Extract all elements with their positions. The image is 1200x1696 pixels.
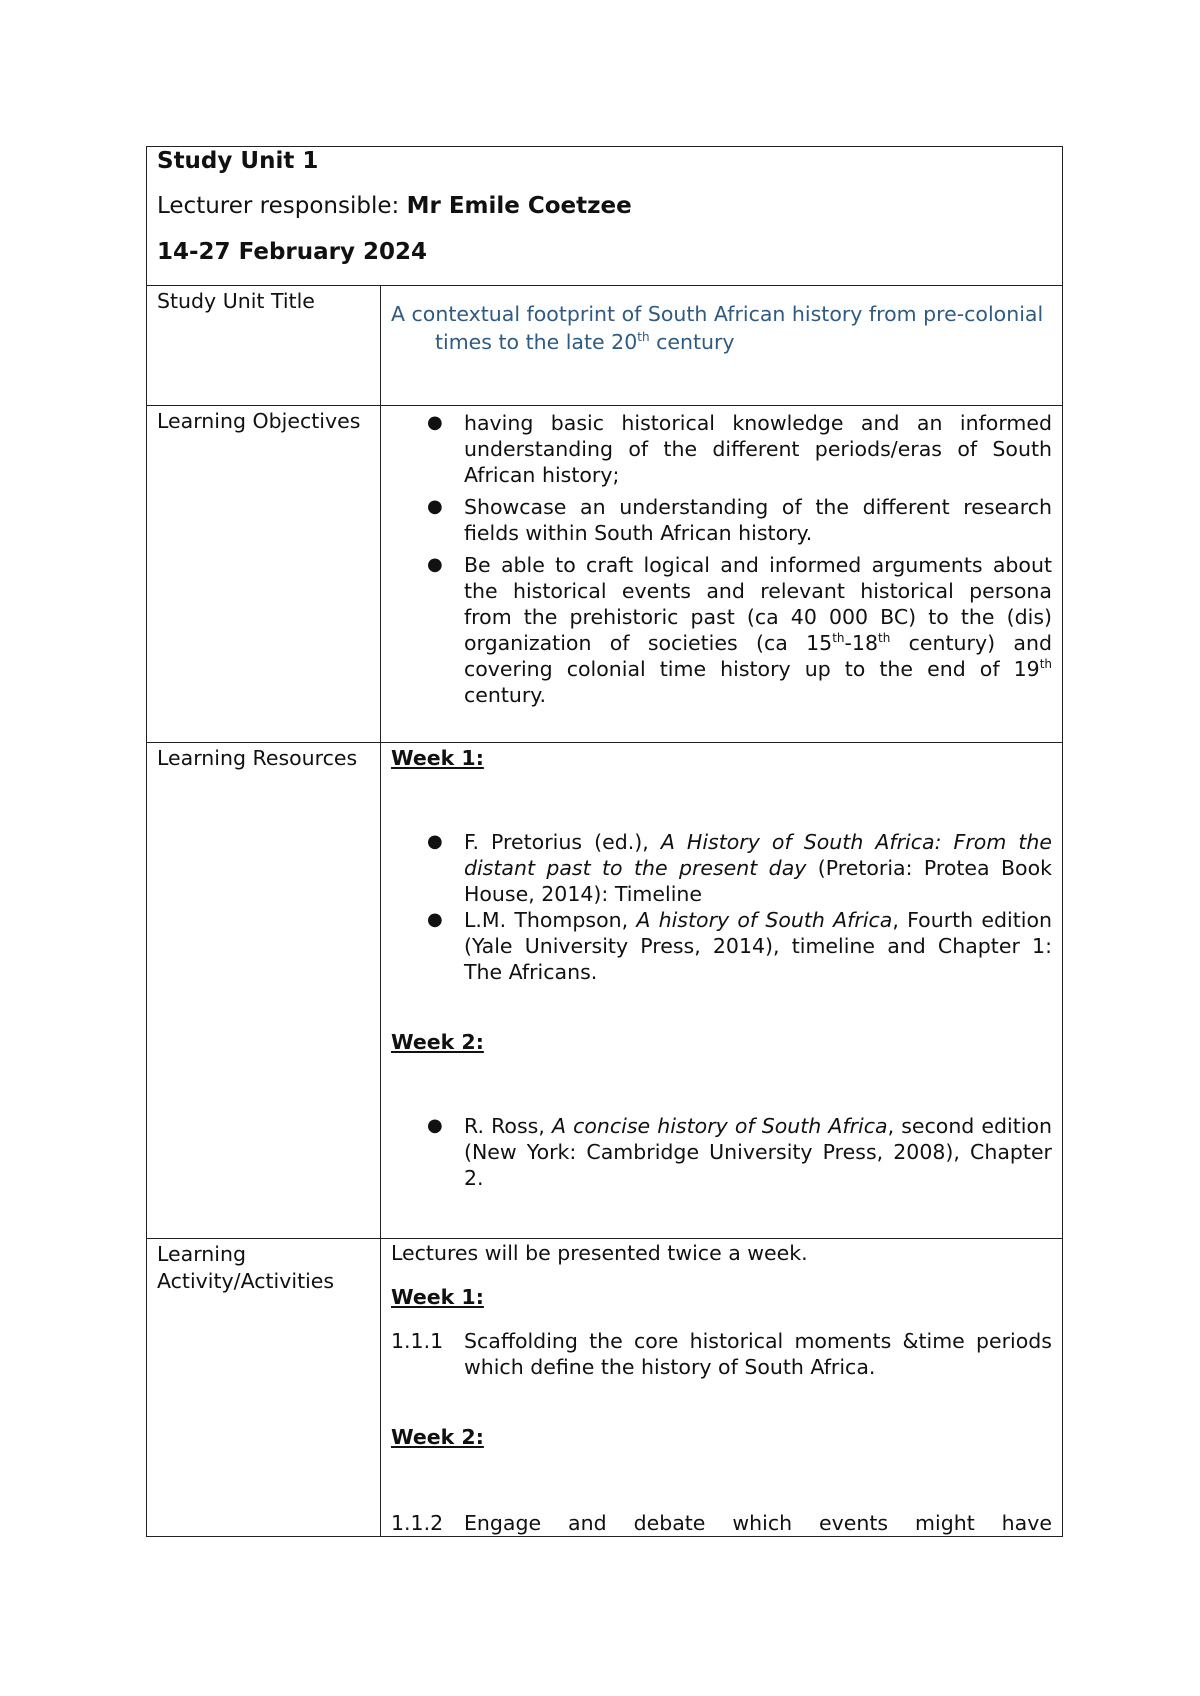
activities-intro: Lectures will be presented twice a week. [390, 1241, 808, 1265]
objective-item [391, 410, 1052, 488]
resource-title: A history of South Africa [636, 908, 893, 932]
spacer [391, 771, 1052, 823]
activity-week-2-heading: Week 2: [390, 1425, 484, 1449]
activities-row [147, 1239, 1063, 1537]
week-1-heading: Week 1: [390, 746, 484, 770]
resource-item [391, 907, 1052, 985]
date-range: 14-27 February 2024 [157, 239, 428, 265]
objectives-value-cell [380, 406, 1062, 743]
spacer [391, 1450, 1052, 1510]
resource-details: (Pretoria: Protea Book House, 2014): Timeline [463, 856, 1052, 906]
title-value-cell [380, 286, 1062, 406]
activity-item [391, 1328, 1052, 1380]
bullet-icon: ● [426, 412, 443, 433]
activities-label: Learning Activity/Activities [157, 1242, 335, 1293]
superscript: th [1039, 657, 1052, 672]
lecturer-name: Mr Emile Coetzee [406, 193, 632, 219]
resource-author: R. Ross, [463, 1114, 552, 1138]
objective-item [391, 494, 1052, 546]
activities-label-cell [147, 1239, 381, 1537]
title-label: Study Unit Title [157, 289, 315, 313]
activity-item [391, 1510, 1052, 1536]
resources-label-cell [147, 743, 381, 1239]
bullet-icon: ● [426, 496, 443, 517]
bullet-icon: ● [426, 1115, 443, 1136]
activities-value-cell [380, 1239, 1062, 1537]
study-unit-heading: Study Unit 1 [157, 148, 319, 174]
header-row [147, 147, 1063, 286]
title-row [147, 286, 1063, 406]
document-page [146, 146, 1063, 1537]
activity-week-1-heading: Week 1: [390, 1285, 484, 1309]
activity-text: Scaffolding the core historical moments &time periods which define the history of South Africa. [463, 1329, 1052, 1379]
header-cell [147, 147, 1063, 286]
title-text-end: century [649, 330, 735, 354]
bullet-icon: ● [426, 909, 443, 930]
study-unit-title [391, 300, 1052, 356]
resource-title: A concise history of South Africa [551, 1114, 888, 1138]
resource-details: , second edition (New York: Cambridge University Press, 2008), Chapter 2. [463, 1114, 1053, 1190]
spacer [391, 1055, 1052, 1107]
resource-title: A History of South Africa: From the distant past to the present day [463, 830, 1052, 880]
bullet-icon: ● [426, 831, 443, 852]
objective-text: Showcase an understanding of the different research fields within South African history. [463, 495, 1052, 545]
activity-text: Engage and debate which events might have [463, 1511, 1052, 1535]
resources-row [147, 743, 1063, 1239]
objective-text: Be able to craft logical and informed arguments about the historical events and relevant historical persona from the prehistoric past (ca 40 000 BC) to the (dis) organization of societies (ca 15 [463, 553, 1052, 655]
title-text-main: A contextual footprint of South African history from pre-colonial times to the late 20 [390, 302, 1044, 354]
objectives-label-cell [147, 406, 381, 743]
objective-text: -18 [844, 631, 878, 655]
objective-text: century) and covering colonial time history up to the end of 19 [463, 631, 1052, 681]
objective-text: century. [463, 683, 547, 707]
week-2-resources [391, 1113, 1052, 1191]
objectives-row [147, 406, 1063, 743]
week-1-resources [391, 829, 1052, 985]
resource-author: F. Pretorius (ed.), [463, 830, 661, 854]
superscript: th [878, 631, 891, 646]
title-superscript: th [637, 330, 650, 345]
spacer [391, 985, 1052, 1029]
bullet-icon: ● [426, 554, 443, 575]
resource-details: , Fourth edition (Yale University Press, 2014), timeline and Chapter 1: The Africans. [463, 908, 1053, 984]
objective-text: having basic historical knowledge and an informed understanding of the different periods/eras of South African history; [463, 411, 1052, 487]
resource-item [391, 829, 1052, 907]
lecturer-label: Lecturer responsible: [157, 193, 407, 219]
objectives-label: Learning Objectives [157, 409, 361, 433]
resource-item [391, 1113, 1052, 1191]
resource-author: L.M. Thompson, [463, 908, 637, 932]
objective-item [391, 552, 1052, 708]
resources-label: Learning Resources [157, 746, 358, 770]
lecturer-line [157, 195, 1052, 218]
resources-value-cell [380, 743, 1062, 1239]
activity-number: 1.1.2 [390, 1511, 444, 1535]
title-label-cell [147, 286, 381, 406]
spacer [391, 1380, 1052, 1424]
study-unit-table [146, 146, 1063, 1537]
superscript: th [832, 631, 845, 646]
objectives-list [391, 410, 1052, 708]
week-2-heading: Week 2: [390, 1030, 484, 1054]
activity-number: 1.1.1 [390, 1329, 444, 1353]
